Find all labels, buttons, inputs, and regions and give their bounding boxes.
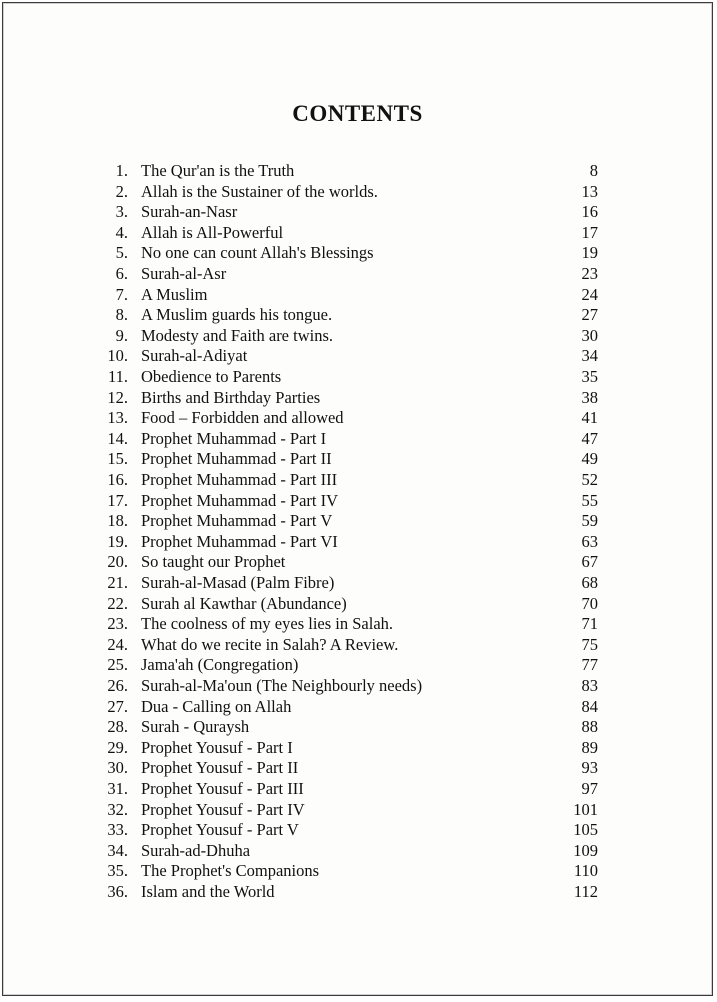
toc-entry-title: Surah - Quraysh <box>141 717 250 737</box>
toc-entry-page: 70 <box>581 593 598 613</box>
toc-entry-number: 12. <box>107 387 128 407</box>
toc-entry <box>3 697 712 718</box>
toc-entry <box>3 573 712 594</box>
toc-entry-number: 1. <box>115 161 128 180</box>
toc-entry-title: The Prophet's Companions <box>141 861 320 881</box>
toc-entry-number: 19. <box>107 531 128 551</box>
toc-entry <box>3 511 712 532</box>
toc-entry-number: 14. <box>107 428 128 448</box>
toc-entry-title: Births and Birthday Parties <box>141 387 321 407</box>
toc-entry-title: Jama'ah (Congregation) <box>141 655 299 675</box>
toc-entry-number: 29. <box>107 737 128 757</box>
toc-entry <box>3 449 712 470</box>
toc-entry <box>3 717 712 738</box>
toc-entry-title: Dua - Calling on Allah <box>141 696 292 716</box>
toc-entry-title: Prophet Muhammad - Part III <box>141 470 338 489</box>
toc-entry-title: So taught our Prophet <box>141 552 286 572</box>
toc-entry <box>3 655 712 676</box>
toc-entry-page: 89 <box>581 737 598 757</box>
toc-entry <box>3 779 712 800</box>
toc-entry-number: 26. <box>107 676 128 695</box>
toc-entry-number: 28. <box>107 717 128 737</box>
toc-entry-page: 17 <box>581 222 598 242</box>
toc-entry-title: Surah-al-Adiyat <box>141 346 248 366</box>
toc-entry-number: 22. <box>107 593 128 613</box>
toc-entry-title: What do we recite in Salah? A Review. <box>141 634 399 654</box>
toc-entry-page: 55 <box>581 490 598 510</box>
toc-entry-number: 34. <box>107 840 128 860</box>
toc-entry <box>3 738 712 759</box>
toc-entry <box>3 388 712 409</box>
toc-entry <box>3 470 712 491</box>
toc-entry-title: Food – Forbidden and allowed <box>141 408 344 428</box>
toc-entry-page: 52 <box>581 470 598 489</box>
document-page <box>2 2 713 996</box>
toc-entry-number: 21. <box>107 573 128 592</box>
toc-entry-number: 11. <box>107 367 128 386</box>
toc-entry <box>3 264 712 285</box>
toc-entry-number: 25. <box>107 655 128 675</box>
toc-entry-title: Surah-ad-Dhuha <box>141 840 251 860</box>
toc-entry-title: Allah is All-Powerful <box>141 222 284 242</box>
toc-entry <box>3 491 712 512</box>
toc-entry <box>3 594 712 615</box>
toc-entry-number: 36. <box>107 882 128 901</box>
toc-entry-page: 101 <box>573 799 598 819</box>
toc-entry-title: Surah-al-Asr <box>141 264 227 283</box>
toc-entry-page: 30 <box>581 325 598 345</box>
toc-entry-number: 23. <box>107 614 128 634</box>
toc-entry-title: Surah-an-Nasr <box>141 202 238 222</box>
toc-entry-page: 93 <box>581 758 598 778</box>
toc-entry-number: 27. <box>107 696 128 716</box>
toc-entry-number: 5. <box>115 243 128 263</box>
toc-entry-title: Prophet Yousuf - Part IV <box>141 799 305 819</box>
toc-entry <box>3 861 712 882</box>
toc-entry-number: 35. <box>107 861 128 881</box>
toc-entry-page: 83 <box>581 676 598 695</box>
toc-entry-number: 2. <box>115 181 128 201</box>
toc-entry-page: 84 <box>581 696 598 716</box>
toc-entry-title: Prophet Muhammad - Part I <box>141 428 327 448</box>
toc-entry-page: 35 <box>581 367 598 386</box>
toc-entry-number: 15. <box>107 449 128 469</box>
toc-entry-title: A Muslim guards his tongue. <box>141 305 333 325</box>
toc-entry <box>3 820 712 841</box>
toc-entry-page: 24 <box>581 284 598 304</box>
toc-entry-title: Prophet Muhammad - Part II <box>141 449 332 469</box>
toc-entry <box>3 408 712 429</box>
toc-entry-page: 38 <box>581 387 598 407</box>
toc-entry <box>3 346 712 367</box>
toc-entry-page: 63 <box>581 531 598 551</box>
toc-entry-page: 75 <box>581 634 598 654</box>
toc-entry-title: A Muslim <box>141 284 208 304</box>
toc-entry-number: 9. <box>115 325 128 345</box>
toc-entry-page: 67 <box>581 552 598 572</box>
toc-entry-title: Modesty and Faith are twins. <box>141 325 334 345</box>
toc-entry-page: 77 <box>581 655 598 675</box>
toc-entry <box>3 635 712 656</box>
toc-entry-number: 31. <box>107 779 128 798</box>
toc-entry <box>3 202 712 223</box>
toc-entry-title: Surah-al-Ma'oun (The Neighbourly needs) <box>141 676 423 695</box>
toc-entry-title: Prophet Muhammad - Part V <box>141 511 333 531</box>
toc-entry-page: 34 <box>581 346 598 366</box>
toc-entry-page: 88 <box>581 717 598 737</box>
toc-entry-number: 32. <box>107 799 128 819</box>
toc-entry-number: 24. <box>107 634 128 654</box>
toc-entry-title: Surah al Kawthar (Abundance) <box>141 593 347 613</box>
toc-entry-page: 16 <box>581 202 598 222</box>
toc-entry-title: No one can count Allah's Blessings <box>141 243 374 263</box>
toc-entry-title: Prophet Yousuf - Part I <box>141 737 293 757</box>
toc-entry-page: 105 <box>573 820 598 840</box>
toc-entry-page: 13 <box>581 181 598 201</box>
toc-entry-number: 16. <box>107 470 128 489</box>
toc-entry-number: 30. <box>107 758 128 778</box>
toc-entry-page: 71 <box>581 614 598 634</box>
toc-entry-number: 7. <box>115 284 128 304</box>
toc-entry-page: 109 <box>573 840 598 860</box>
toc-entry-title: Prophet Yousuf - Part III <box>141 779 304 798</box>
toc-entry-page: 68 <box>581 573 598 592</box>
toc-entry <box>3 223 712 244</box>
toc-entry-page: 27 <box>581 305 598 325</box>
toc-entry-number: 8. <box>115 305 128 325</box>
toc-entry-number: 6. <box>115 264 128 283</box>
toc-entry-title: The Qur'an is the Truth <box>141 161 295 180</box>
toc-entry-title: Islam and the World <box>141 882 275 901</box>
toc-entry-number: 10. <box>107 346 128 366</box>
toc-entry-page: 8 <box>589 161 598 180</box>
toc-entry-title: Prophet Yousuf - Part V <box>141 820 299 840</box>
toc-entry-page: 97 <box>581 779 598 798</box>
toc-entry-title: The coolness of my eyes lies in Salah. <box>141 614 394 634</box>
toc-entry <box>3 841 712 862</box>
toc-entry-page: 23 <box>581 264 598 283</box>
toc-entry <box>3 552 712 573</box>
toc-entry <box>3 326 712 347</box>
page-title: CONTENTS <box>292 101 423 126</box>
toc-entry <box>3 367 712 388</box>
toc-entry-number: 13. <box>107 408 128 428</box>
toc-entry <box>3 285 712 306</box>
toc-entry <box>3 614 712 635</box>
toc-entry-title: Surah-al-Masad (Palm Fibre) <box>141 573 335 592</box>
toc-entry-page: 49 <box>581 449 598 469</box>
toc-entry-page: 47 <box>581 428 598 448</box>
toc-entry-title: Prophet Muhammad - Part IV <box>141 490 339 510</box>
toc-entry-title: Prophet Yousuf - Part II <box>141 758 299 778</box>
toc-entry-number: 33. <box>107 820 128 840</box>
toc-entry <box>3 182 712 203</box>
toc-entry <box>3 305 712 326</box>
toc-entry <box>3 243 712 264</box>
toc-entry <box>3 429 712 450</box>
toc-entry <box>3 532 712 553</box>
toc-entry-number: 20. <box>107 552 128 572</box>
toc-entry <box>3 800 712 821</box>
toc-entry-title: Prophet Muhammad - Part VI <box>141 531 338 551</box>
toc-entry-title: Allah is the Sustainer of the worlds. <box>141 181 378 201</box>
toc-entry <box>3 882 712 903</box>
toc-entry-number: 4. <box>115 222 128 242</box>
toc-entry-number: 18. <box>107 511 128 531</box>
toc-entry <box>3 758 712 779</box>
toc-entry-number: 3. <box>115 202 128 222</box>
toc-entry <box>3 161 712 182</box>
toc-entry-page: 112 <box>573 882 598 901</box>
toc-entry-page: 19 <box>581 243 598 263</box>
toc-entry-page: 59 <box>581 511 598 531</box>
toc-entry-number: 17. <box>107 490 128 510</box>
toc-entry-page: 41 <box>581 408 598 428</box>
toc-entry-page: 110 <box>573 861 598 881</box>
toc-entry-title: Obedience to Parents <box>141 367 282 386</box>
toc-entry <box>3 676 712 697</box>
